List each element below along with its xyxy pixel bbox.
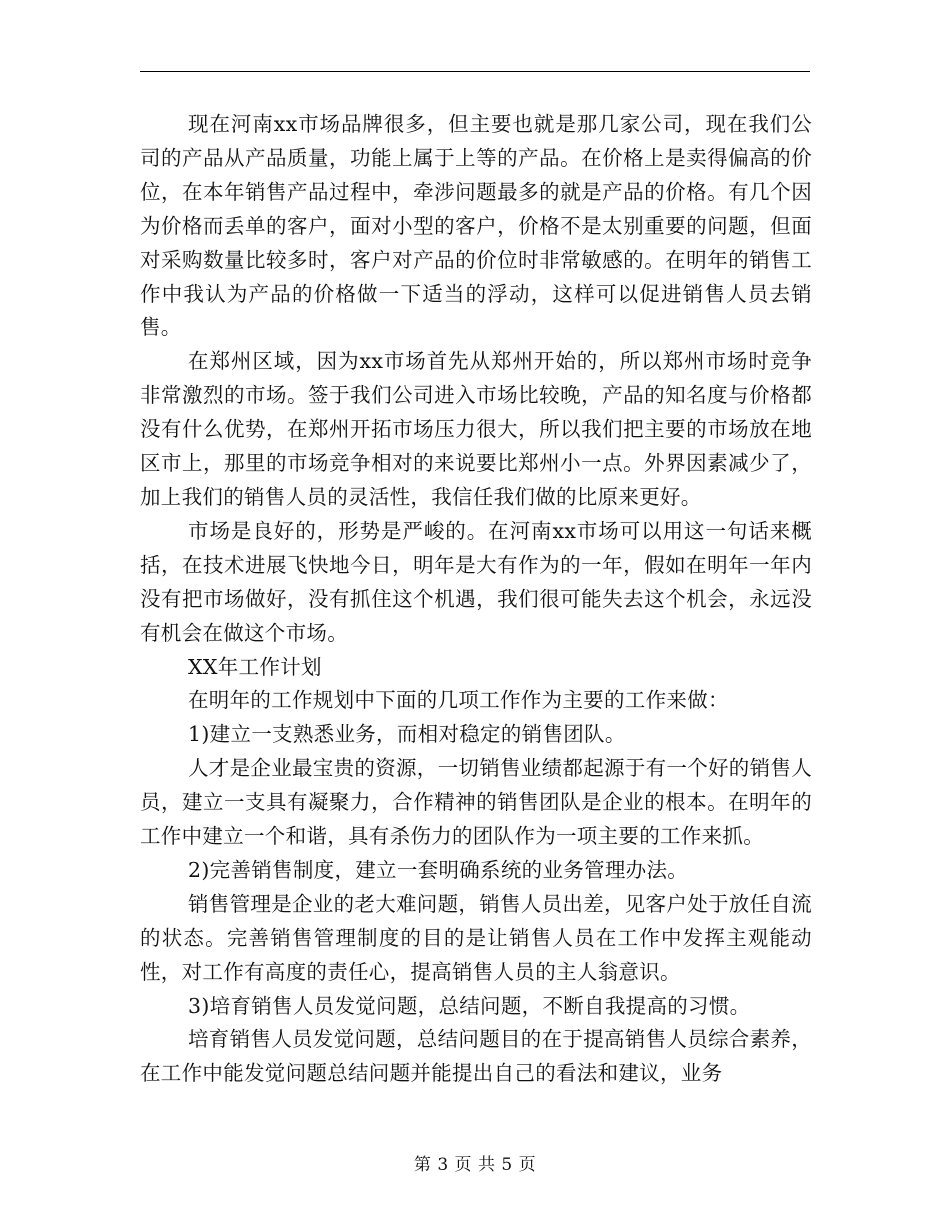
list-item-1-body: 人才是企业最宝贵的资源，一切销售业绩都起源于有一个好的销售人员，建立一支具有凝聚力，合作精神的销售团队是企业的根本。在明年的工作中建立一个和谐，具有杀伤力的团队作为一项主要的工作来抓。 bbox=[140, 756, 812, 849]
page-number-footer: 第 3 页 共 5 页 bbox=[413, 1155, 537, 1175]
paragraph-market-overview: 现在河南xx市场品牌很多，但主要也就是那几家公司，现在我们公司的产品从产品质量，功能上属于上等的产品。在价格上是卖得偏高的价位，在本年销售产品过程中，牵涉问题最多的就是产品的价格。有几个因为价格而丢单的客户，面对小型的客户，价格不是太别重要的问题，但面对采购数量比较多时，客户对产品的价位时非常敏感的。在明年的销售工作中我认为产品的价格做一下适当的浮动，这样可以促进销售人员去销售。 bbox=[140, 112, 812, 340]
paragraph-plan-intro: 在明年的工作规划中下面的几项工作作为主要的工作来做： bbox=[188, 688, 729, 713]
list-item-2-body: 销售管理是企业的老大难问题，销售人员出差，见客户处于放任自流的状态。完善销售管理制度的目的是让销售人员在工作中发挥主观能动性，对工作有高度的责任心，提高销售人员的主人翁意识。 bbox=[140, 891, 812, 984]
list-item-3-body: 培育销售人员发觉问题，总结问题目的在于提高销售人员综合素养，在工作中能发觉问题总结问题并能提出自己的看法和建议，业务 bbox=[140, 1027, 812, 1086]
list-item-1-title: 1)建立一支熟悉业务，而相对稳定的销售团队。 bbox=[188, 722, 626, 747]
list-item-2-title: 2)完善销售制度，建立一套明确系统的业务管理办法。 bbox=[188, 857, 689, 882]
header-rule bbox=[140, 71, 810, 72]
section-heading-work-plan: XX年工作计划 bbox=[188, 654, 322, 679]
paragraph-market-outlook: 市场是良好的，形势是严峻的。在河南xx市场可以用这一句话来概括，在技术进展飞快地今日，明年是大有作为的一年，假如在明年一年内没有把市场做好，没有抓住这个机遇，我们很可能失去这个机会，永远没有机会在做这个市场。 bbox=[140, 518, 812, 645]
document-body bbox=[140, 108, 812, 1091]
paragraph-zhengzhou-region: 在郑州区域，因为xx市场首先从郑州开始的，所以郑州市场时竞争非常激烈的市场。签于我们公司进入市场比较晚，产品的知名度与价格都没有什么优势，在郑州开拓市场压力很大，所以我们把主要的市场放在地区市上，那里的市场竞争相对的来说要比郑州小一点。外界因素减少了，加上我们的销售人员的灵活性，我信任我们做的比原来更好。 bbox=[140, 349, 812, 509]
list-item-3-title: 3)培育销售人员发觉问题，总结问题，不断自我提高的习惯。 bbox=[188, 993, 751, 1018]
